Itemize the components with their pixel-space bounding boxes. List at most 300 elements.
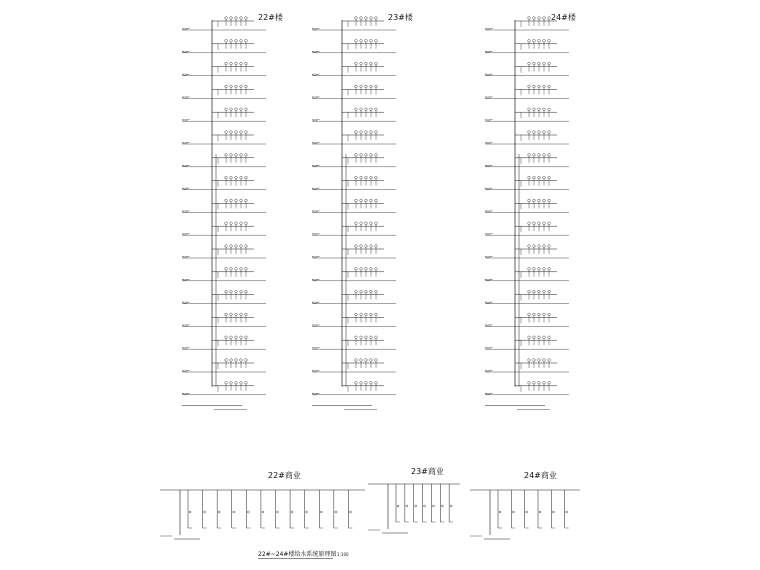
valve-icon — [360, 17, 363, 20]
level-mark — [488, 188, 491, 190]
valve-icon — [375, 199, 378, 202]
valve-icon — [355, 199, 358, 202]
valve-icon — [548, 40, 551, 43]
valve-icon — [365, 382, 368, 385]
valve-icon — [235, 290, 238, 293]
level-mark — [182, 51, 185, 53]
valve-icon — [528, 85, 531, 88]
valve-icon — [235, 40, 238, 43]
valve-icon — [245, 245, 248, 248]
level-mark — [315, 234, 318, 236]
valve-icon — [355, 222, 358, 225]
level-mark — [485, 257, 488, 259]
valve-icon — [370, 108, 373, 111]
level-mark — [185, 74, 188, 76]
valve-icon — [230, 336, 233, 339]
level-mark — [315, 143, 318, 145]
level-mark — [312, 51, 315, 53]
valve-icon — [355, 268, 358, 271]
valve-icon — [538, 245, 541, 248]
valve-icon — [360, 176, 363, 179]
drawing-caption: 22#~24#楼给水系统原理图 — [258, 551, 337, 558]
level-mark — [488, 211, 491, 213]
level-mark — [182, 211, 185, 213]
valve-icon — [538, 17, 541, 20]
building-22-title: 22#楼 — [258, 13, 283, 22]
valve-icon — [230, 268, 233, 271]
valve-icon — [538, 199, 541, 202]
level-mark — [312, 325, 315, 327]
level-mark — [312, 371, 315, 373]
level-mark — [315, 257, 318, 259]
valve-icon — [370, 62, 373, 65]
level-mark — [185, 393, 188, 395]
valve-icon — [235, 62, 238, 65]
level-mark — [488, 393, 491, 395]
level-mark — [185, 143, 188, 145]
valve-icon — [370, 313, 373, 316]
valve-icon — [528, 336, 531, 339]
valve-icon — [360, 85, 363, 88]
level-mark — [182, 234, 185, 236]
level-mark — [485, 393, 488, 395]
valve-icon — [233, 511, 235, 513]
valve-icon — [365, 290, 368, 293]
valve-icon — [245, 40, 248, 43]
valve-icon — [225, 62, 228, 65]
level-mark — [182, 257, 185, 259]
commercial-22-title: 22#商业 — [268, 471, 301, 480]
valve-icon — [528, 40, 531, 43]
valve-icon — [262, 511, 264, 513]
valve-icon — [240, 17, 243, 20]
level-mark — [182, 74, 185, 76]
level-mark — [485, 29, 488, 31]
level-mark — [315, 279, 318, 281]
valve-icon — [499, 511, 501, 513]
level-mark — [315, 325, 318, 327]
valve-icon — [370, 359, 373, 362]
level-mark — [182, 29, 185, 31]
valve-icon — [528, 199, 531, 202]
valve-icon — [375, 131, 378, 134]
valve-icon — [533, 17, 536, 20]
building-23-riser-diagram — [312, 17, 396, 410]
valve-icon — [548, 17, 551, 20]
level-mark — [185, 120, 188, 122]
valve-icon — [320, 511, 322, 513]
level-mark — [488, 51, 491, 53]
level-mark — [315, 211, 318, 213]
drawing-scale: 1:100 — [337, 552, 349, 557]
valve-icon — [230, 290, 233, 293]
valve-icon — [375, 245, 378, 248]
level-mark — [185, 211, 188, 213]
level-mark — [485, 211, 488, 213]
valve-icon — [230, 154, 233, 157]
valve-icon — [539, 511, 541, 513]
level-mark — [182, 279, 185, 281]
valve-icon — [240, 382, 243, 385]
valve-icon — [360, 313, 363, 316]
valve-icon — [538, 382, 541, 385]
level-mark — [315, 188, 318, 190]
level-mark — [485, 97, 488, 99]
level-mark — [485, 325, 488, 327]
valve-icon — [370, 17, 373, 20]
valve-icon — [245, 336, 248, 339]
level-mark — [485, 234, 488, 236]
valve-icon — [335, 511, 337, 513]
valve-icon — [538, 108, 541, 111]
valve-icon — [245, 382, 248, 385]
valve-icon — [548, 245, 551, 248]
valve-icon — [370, 176, 373, 179]
level-mark — [488, 302, 491, 304]
valve-icon — [225, 40, 228, 43]
valve-icon — [360, 222, 363, 225]
level-mark — [185, 325, 188, 327]
valve-icon — [512, 511, 514, 513]
valve-icon — [235, 359, 238, 362]
valve-icon — [543, 382, 546, 385]
valve-icon — [533, 62, 536, 65]
level-mark — [312, 97, 315, 99]
level-mark — [488, 348, 491, 350]
valve-icon — [355, 382, 358, 385]
valve-icon — [548, 154, 551, 157]
level-mark — [312, 74, 315, 76]
valve-icon — [355, 313, 358, 316]
valve-icon — [370, 85, 373, 88]
valve-icon — [548, 290, 551, 293]
valve-icon — [230, 17, 233, 20]
valve-icon — [533, 108, 536, 111]
valve-icon — [204, 511, 206, 513]
valve-icon — [230, 85, 233, 88]
level-mark — [185, 302, 188, 304]
valve-icon — [235, 382, 238, 385]
valve-icon — [370, 245, 373, 248]
valve-icon — [528, 176, 531, 179]
valve-icon — [355, 108, 358, 111]
valve-icon — [225, 154, 228, 157]
valve-icon — [543, 62, 546, 65]
level-mark — [185, 51, 188, 53]
valve-icon — [365, 222, 368, 225]
valve-icon — [548, 222, 551, 225]
valve-icon — [548, 176, 551, 179]
valve-icon — [355, 131, 358, 134]
valve-icon — [432, 505, 434, 507]
level-mark — [312, 29, 315, 31]
valve-icon — [240, 176, 243, 179]
valve-icon — [240, 268, 243, 271]
valve-icon — [225, 222, 228, 225]
valve-icon — [375, 359, 378, 362]
valve-icon — [528, 313, 531, 316]
building-23-title: 23#楼 — [388, 13, 413, 22]
valve-icon — [548, 62, 551, 65]
valve-icon — [543, 359, 546, 362]
level-mark — [488, 29, 491, 31]
level-mark — [185, 188, 188, 190]
valve-icon — [370, 40, 373, 43]
valve-icon — [245, 62, 248, 65]
valve-icon — [375, 62, 378, 65]
valve-icon — [235, 154, 238, 157]
valve-icon — [230, 176, 233, 179]
valve-icon — [240, 108, 243, 111]
valve-icon — [277, 511, 279, 513]
valve-icon — [528, 131, 531, 134]
valve-icon — [365, 108, 368, 111]
valve-icon — [360, 382, 363, 385]
level-mark — [488, 74, 491, 76]
valve-icon — [375, 222, 378, 225]
valve-icon — [528, 62, 531, 65]
valve-icon — [365, 85, 368, 88]
valve-icon — [528, 359, 531, 362]
valve-icon — [543, 245, 546, 248]
valve-icon — [406, 505, 408, 507]
level-mark — [485, 302, 488, 304]
valve-icon — [235, 268, 238, 271]
valve-icon — [370, 290, 373, 293]
valve-icon — [225, 245, 228, 248]
valve-icon — [538, 222, 541, 225]
level-mark — [182, 371, 185, 373]
level-mark — [182, 120, 185, 122]
valve-icon — [355, 176, 358, 179]
valve-icon — [230, 131, 233, 134]
valve-icon — [375, 290, 378, 293]
valve-icon — [533, 268, 536, 271]
valve-icon — [355, 290, 358, 293]
valve-icon — [365, 154, 368, 157]
valve-icon — [240, 359, 243, 362]
valve-icon — [306, 511, 308, 513]
level-mark — [488, 257, 491, 259]
valve-icon — [245, 176, 248, 179]
valve-icon — [235, 17, 238, 20]
valve-icon — [538, 336, 541, 339]
level-mark — [312, 165, 315, 167]
valve-icon — [230, 245, 233, 248]
valve-icon — [365, 17, 368, 20]
valve-icon — [240, 85, 243, 88]
valve-icon — [245, 154, 248, 157]
valve-icon — [526, 511, 528, 513]
valve-icon — [230, 199, 233, 202]
valve-icon — [235, 176, 238, 179]
valve-icon — [375, 85, 378, 88]
valve-icon — [225, 382, 228, 385]
valve-icon — [245, 17, 248, 20]
level-mark — [315, 120, 318, 122]
valve-icon — [375, 268, 378, 271]
valve-icon — [360, 108, 363, 111]
level-mark — [485, 143, 488, 145]
valve-icon — [528, 290, 531, 293]
valve-icon — [247, 511, 249, 513]
valve-icon — [225, 336, 228, 339]
valve-icon — [355, 40, 358, 43]
valve-icon — [548, 108, 551, 111]
valve-icon — [548, 199, 551, 202]
valve-icon — [365, 245, 368, 248]
valve-icon — [360, 40, 363, 43]
valve-icon — [240, 40, 243, 43]
level-mark — [488, 97, 491, 99]
level-mark — [312, 393, 315, 395]
level-mark — [315, 371, 318, 373]
valve-icon — [240, 336, 243, 339]
valve-icon — [245, 359, 248, 362]
level-mark — [312, 211, 315, 213]
valve-icon — [538, 176, 541, 179]
valve-icon — [543, 222, 546, 225]
level-mark — [485, 74, 488, 76]
level-mark — [488, 165, 491, 167]
valve-icon — [225, 199, 228, 202]
level-mark — [182, 325, 185, 327]
valve-icon — [225, 359, 228, 362]
valve-icon — [355, 245, 358, 248]
level-mark — [182, 188, 185, 190]
valve-icon — [543, 199, 546, 202]
level-mark — [485, 279, 488, 281]
valve-icon — [424, 505, 426, 507]
valve-icon — [533, 154, 536, 157]
commercial-23-diagram — [368, 484, 460, 533]
valve-icon — [566, 511, 568, 513]
valve-icon — [543, 85, 546, 88]
level-mark — [312, 257, 315, 259]
commercial-24-diagram — [470, 490, 580, 539]
building-24-riser-diagram — [485, 17, 569, 410]
valve-icon — [533, 85, 536, 88]
valve-icon — [360, 245, 363, 248]
valve-icon — [360, 131, 363, 134]
valve-icon — [355, 359, 358, 362]
valve-icon — [370, 131, 373, 134]
level-mark — [485, 51, 488, 53]
valve-icon — [533, 382, 536, 385]
valve-icon — [533, 290, 536, 293]
level-mark — [182, 348, 185, 350]
valve-icon — [528, 154, 531, 157]
valve-icon — [240, 199, 243, 202]
valve-icon — [240, 131, 243, 134]
level-mark — [312, 188, 315, 190]
valve-icon — [240, 290, 243, 293]
valve-icon — [370, 154, 373, 157]
valve-icon — [225, 313, 228, 316]
valve-icon — [370, 222, 373, 225]
valve-icon — [528, 382, 531, 385]
valve-icon — [543, 268, 546, 271]
valve-icon — [230, 62, 233, 65]
level-mark — [182, 97, 185, 99]
valve-icon — [533, 176, 536, 179]
building-22-riser-diagram — [182, 17, 266, 410]
valve-icon — [225, 176, 228, 179]
valve-icon — [538, 62, 541, 65]
valve-icon — [245, 199, 248, 202]
valve-icon — [538, 290, 541, 293]
valve-icon — [230, 313, 233, 316]
valve-icon — [548, 382, 551, 385]
valve-icon — [397, 505, 399, 507]
valve-icon — [533, 313, 536, 316]
valve-icon — [528, 222, 531, 225]
valve-icon — [370, 199, 373, 202]
valve-icon — [375, 40, 378, 43]
valve-icon — [365, 336, 368, 339]
level-mark — [312, 279, 315, 281]
valve-icon — [552, 511, 554, 513]
valve-icon — [235, 313, 238, 316]
level-mark — [312, 120, 315, 122]
valve-icon — [235, 131, 238, 134]
valve-icon — [533, 222, 536, 225]
level-mark — [315, 51, 318, 53]
valve-icon — [245, 313, 248, 316]
valve-icon — [375, 17, 378, 20]
valve-icon — [528, 245, 531, 248]
valve-icon — [533, 336, 536, 339]
valve-icon — [355, 336, 358, 339]
valve-icon — [538, 154, 541, 157]
valve-icon — [245, 222, 248, 225]
valve-icon — [360, 154, 363, 157]
valve-icon — [543, 131, 546, 134]
valve-icon — [538, 40, 541, 43]
level-mark — [485, 188, 488, 190]
level-mark — [312, 234, 315, 236]
valve-icon — [538, 359, 541, 362]
valve-icon — [543, 176, 546, 179]
valve-icon — [360, 268, 363, 271]
valve-icon — [189, 511, 191, 513]
level-mark — [315, 348, 318, 350]
valve-icon — [245, 85, 248, 88]
level-mark — [182, 393, 185, 395]
level-mark — [185, 257, 188, 259]
level-mark — [312, 348, 315, 350]
valve-icon — [230, 222, 233, 225]
level-mark — [185, 165, 188, 167]
valve-icon — [240, 62, 243, 65]
valve-icon — [365, 176, 368, 179]
valve-icon — [533, 40, 536, 43]
valve-icon — [543, 336, 546, 339]
valve-icon — [355, 17, 358, 20]
valve-icon — [548, 85, 551, 88]
valve-icon — [375, 313, 378, 316]
valve-icon — [235, 108, 238, 111]
valve-icon — [533, 131, 536, 134]
valve-icon — [365, 199, 368, 202]
valve-icon — [245, 268, 248, 271]
valve-icon — [543, 40, 546, 43]
valve-icon — [218, 511, 220, 513]
level-mark — [485, 120, 488, 122]
valve-icon — [441, 505, 443, 507]
valve-icon — [360, 290, 363, 293]
level-mark — [315, 165, 318, 167]
